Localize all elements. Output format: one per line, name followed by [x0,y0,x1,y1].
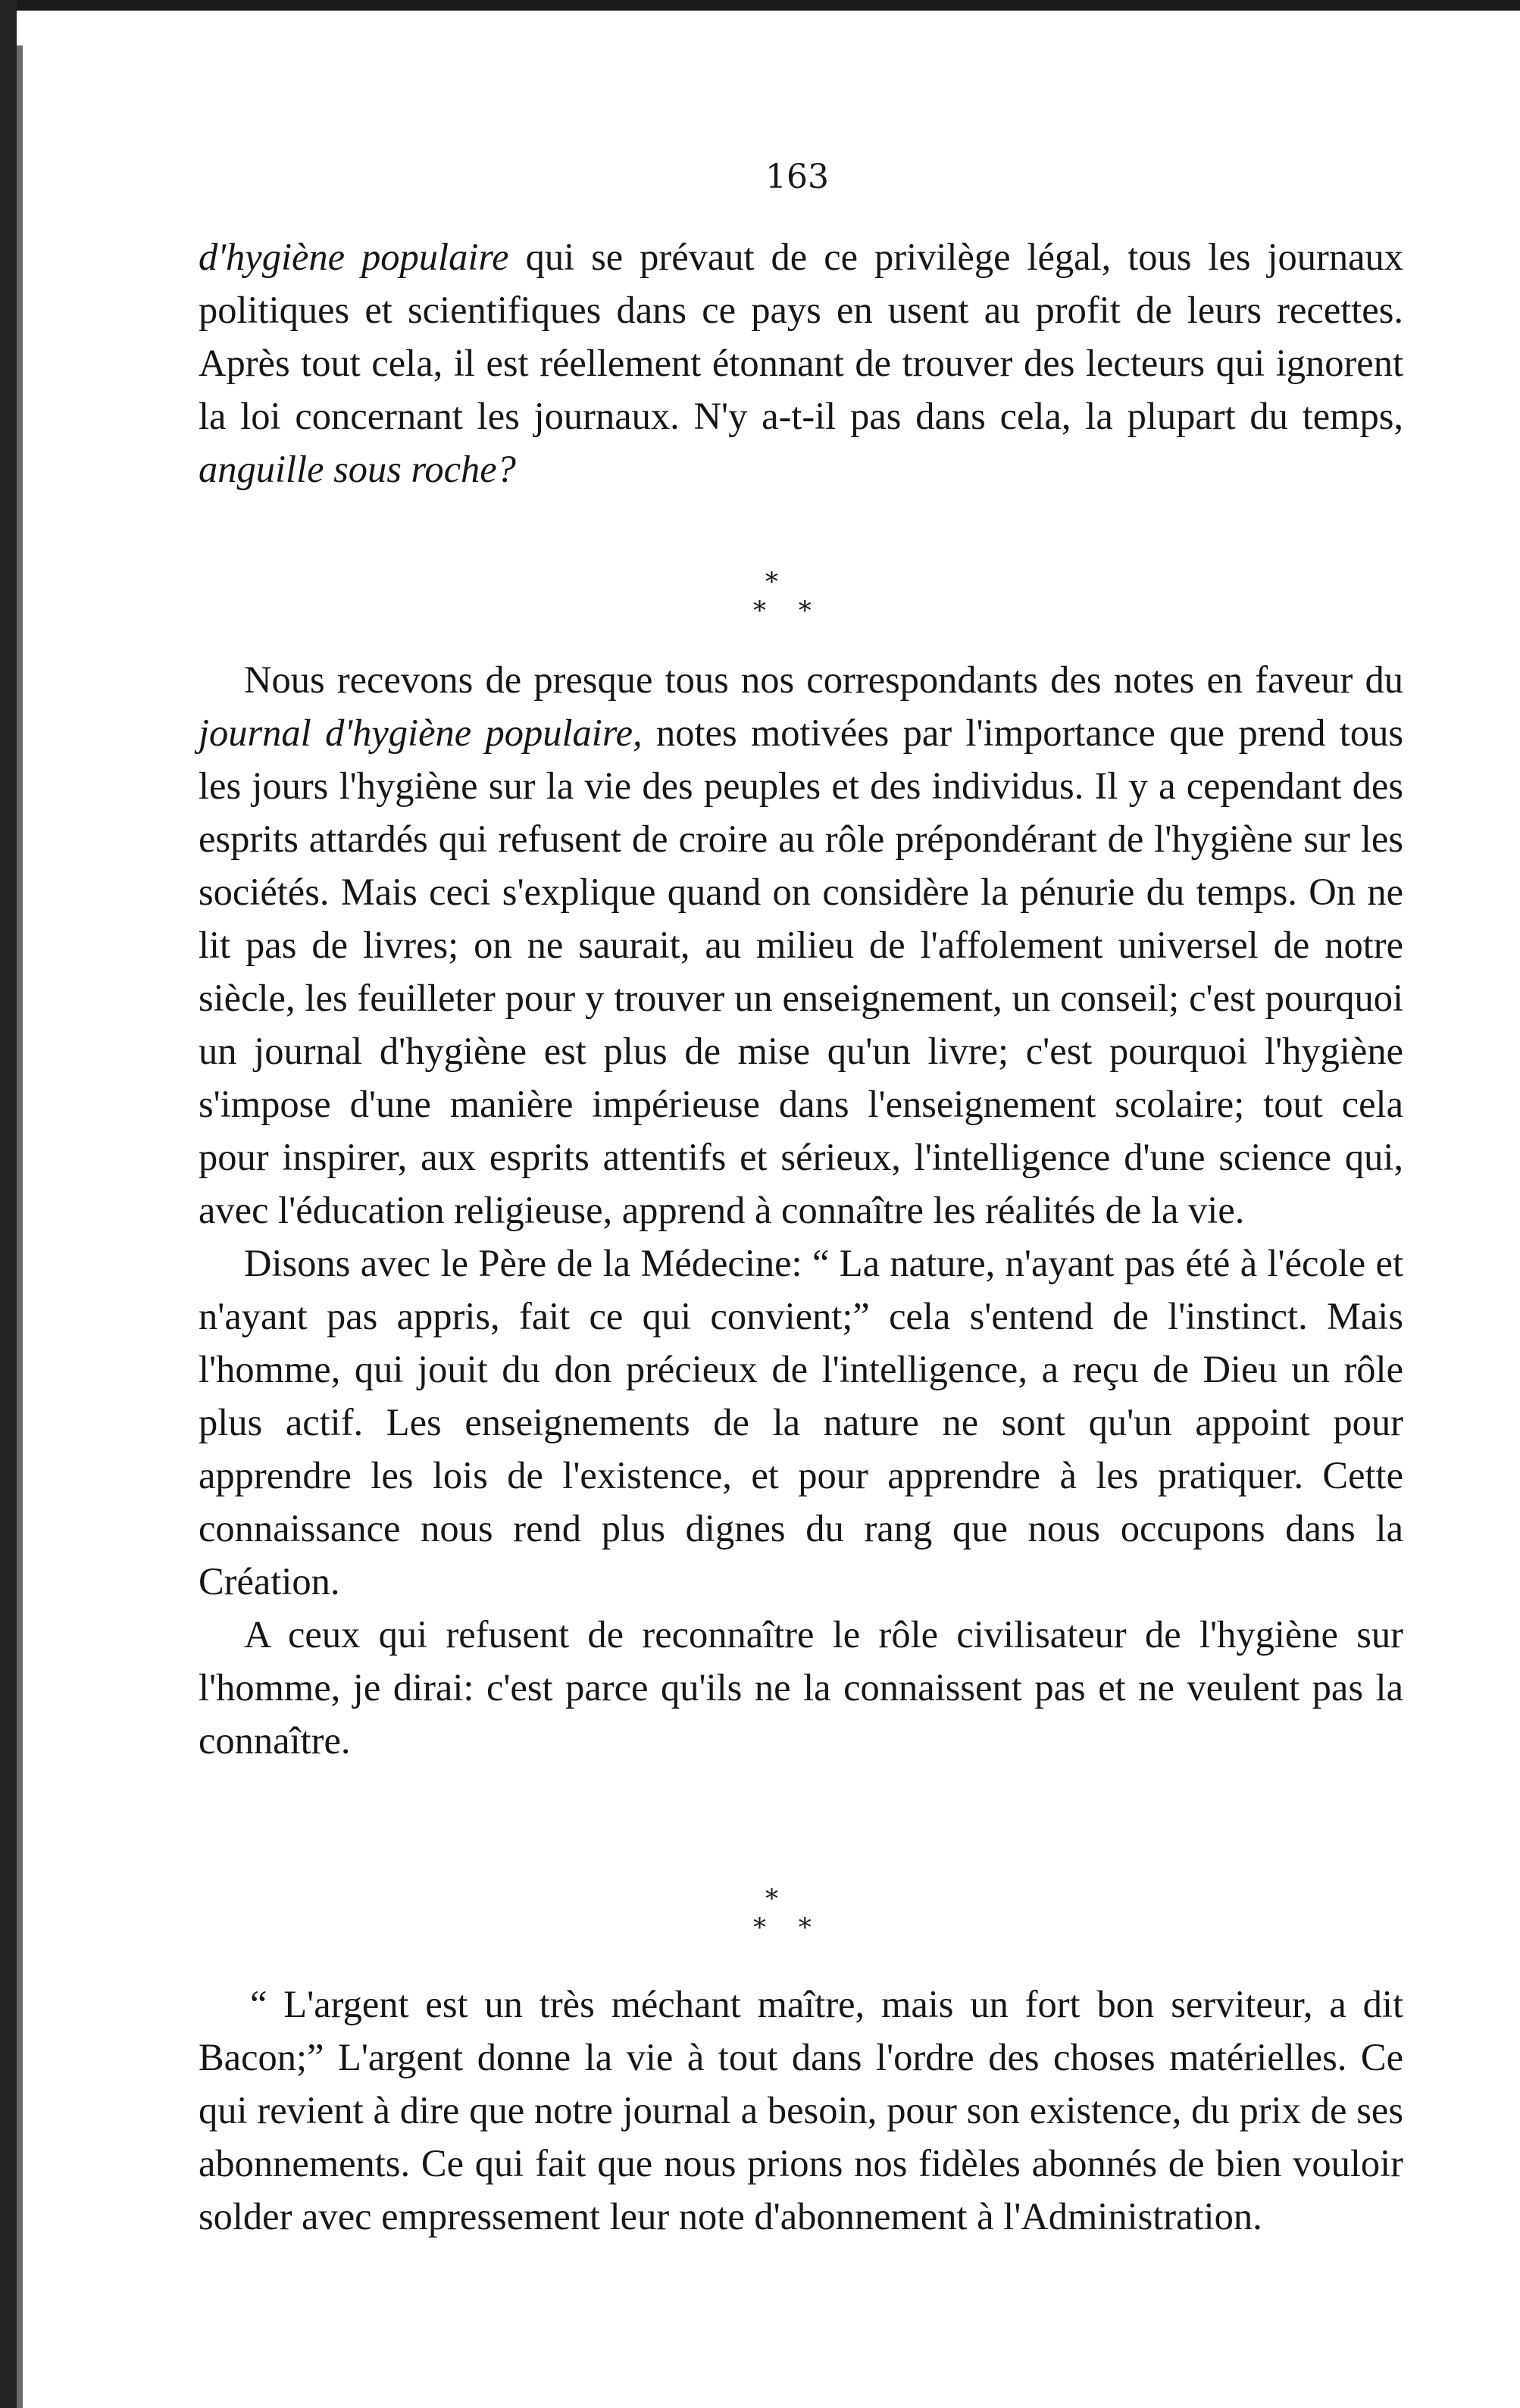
journal-title-italic: journal d'hygiène populaire, [199,711,643,754]
paragraph [199,653,1403,1237]
page-number: 163 [765,158,829,196]
section-correspondents [199,653,1403,1767]
asterism-divider [727,1884,833,1952]
section-subscriptions [199,1978,1403,2243]
section-continued-paragraph [199,230,1403,496]
paragraph: A ceux qui refusent de reconnaître le rôle civilisateur de l'hygiène sur l'homme, je dirai: c'est parce qu'ils ne la connaissent pas et ne veulent pas la connaître. [199,1613,1403,1762]
paragraph-text: qui se prévaut de ce privilège légal, tous les journaux politiques et scientifiques dans ce pays en usent au profit de leurs recettes. Après tout cela, il est réellement étonnant de trouver des lecteurs qui ignorent la loi concernant les journaux. N'y a-t-il pas dans cela, la plupart du temps, [199,236,1404,437]
asterism-star-top: * [765,567,778,597]
asterism-divider [727,567,833,635]
paragraph: “ L'argent est un très méchant maître, mais un fort bon serviteur, a dit Bacon;” L'argent donne la vie à tout dans l'ordre des choses matérielles. Ce qui revient à dire que notre journal a besoin, pour son existence, du prix de ses abonnements. Ce qui fait que nous prions nos fidèles abonnés de bien vouloir solder avec empressement leur note d'abonnement à l'Administration. [199,1983,1403,2238]
idiom-italic: anguille sous roche? [199,448,516,490]
paragraph-text: notes motivées par l'importance que prend tous les jours l'hygiène sur la vie des peuples et des individus. Il y a cependant des esprits attardés qui refusent de croire au rôle prépondérant de l'hygiène sur les sociétés. Mais ceci s'explique quand on considère la pénurie du temps. On ne lit pas de livres; on ne saurait, au milieu de l'affolement universel de notre siècle, les feuilleter pour y trouver un enseignement, un conseil; c'est pourquoi un journal d'hygiène est plus de mise qu'un livre; c'est pourquoi l'hygiène s'impose d'une manière impérieuse dans l'enseignement scolaire; tout cela pour inspirer, aux esprits attentifs et sérieux, l'intelligence d'une science qui, avec l'éducation religieuse, apprend à connaître les réalités de la vie. [199,711,1403,1231]
left-binding-edge [0,0,17,2408]
paragraph: Disons avec le Père de la Médecine: “ La nature, n'ayant pas été à l'école et n'ayant pas appris, fait ce qui convient;” cela s'entend de l'instinct. Mais l'homme, qui jouit du don précieux de l'intelligence, a reçu de Dieu un rôle plus actif. Les enseignements de la nature ne sont qu'un appoint pour apprendre les lois de l'existence, et pour apprendre à les pratiquer. Cette connaissance nous rend plus dignes du rang que nous occupons dans la Création. [199,1242,1403,1603]
left-binding-shadow [17,45,23,2408]
paragraph-text: Nous recevons de presque tous nos correspondants des notes en faveur du [244,658,1403,701]
asterism-star-bottom: * * [753,1912,824,1943]
asterism-star-bottom: * * [753,596,824,626]
asterism-star-top: * [765,1884,778,1914]
top-border-rule [0,0,1520,11]
journal-title-italic: d'hygiène populaire [199,236,509,278]
